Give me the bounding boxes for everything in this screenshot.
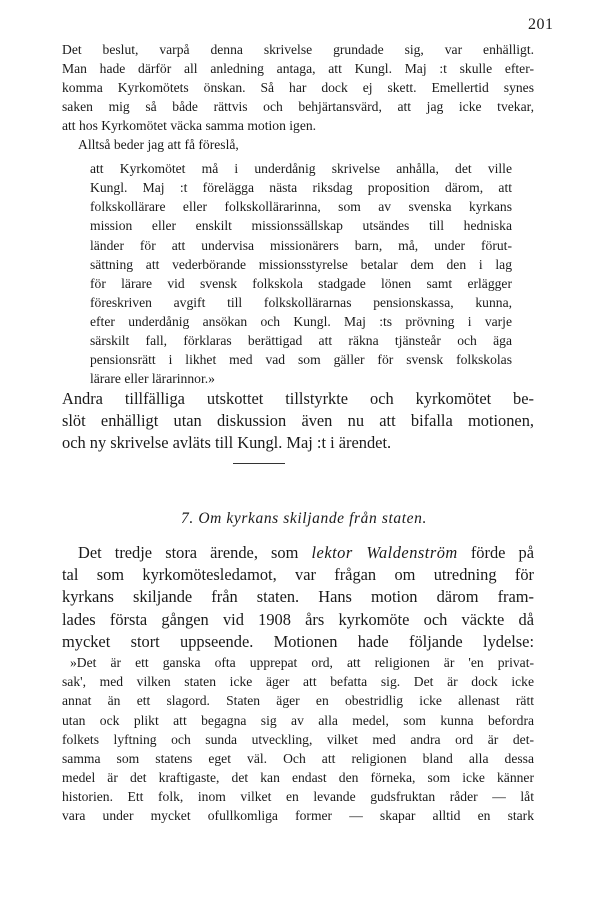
text-line: Det beslut, varpå denna skrivelse grundade sig, var enhälligt. — [62, 42, 534, 57]
text-line: »Det är ett ganska ofta upprepat ord, att religionen är 'en privat- — [70, 655, 534, 670]
page-number: 201 — [528, 16, 554, 33]
text-line: Andra tillfälliga utskottet tillstyrkte och kyrkomötet be- — [62, 389, 534, 408]
text-line: länder för att undervisa missionärers barn, må, under förut- — [90, 238, 512, 253]
text-line: mycket stort uppseende. Motionen hade följande lydelse: — [62, 632, 534, 651]
text-line: kyrkans skiljande från staten. Hans motion därom fram- — [62, 587, 534, 606]
text-line: komma Kyrkomötets önskan. Så har dock ej skett. Emellertid synes — [62, 80, 534, 95]
text-line: mission eller enskilt missionssällskap utsändes till hedniska — [90, 218, 512, 233]
text-line: folkets lyftning och sunda utveckling, vilket med andra ord är det- — [62, 732, 534, 747]
text-line: Kungl. Maj :t förelägga nästa riksdag proposition därom, att — [90, 180, 512, 195]
text-line: samma som statens eget väl. Och att religionen bland alla dessa — [62, 751, 534, 766]
text-line: annat än ett slagord. Staten äger en obestridlig icke allenast rätt — [62, 693, 534, 708]
text-line: vara under mycket ofullkomliga former — skapar alltid en stark — [62, 808, 534, 823]
person-name: lektor Waldenström — [311, 543, 458, 562]
text-segment: Det tredje stora ärende, som — [78, 543, 312, 562]
text-line: för lärare vid svensk folkskola stadgade lönen samt erlägger — [90, 276, 512, 291]
text-line: medel är det kraftigaste, det kan endast den förneka, som icke känner — [62, 770, 534, 785]
text-line: och ny skrivelse avläts till Kungl. Maj :t i ärendet. — [62, 433, 392, 452]
text-line: sak', med vilken staten icke äger att befatta sig. Det är dock icke — [62, 674, 534, 689]
text-line: sättning att vederbörande missionsstyrelse betalar dem den i lag — [90, 257, 512, 272]
text-line: föreskriven avgift till folkskollärarnas pensionskassa, kunna, — [90, 295, 512, 310]
text-segment: förde på — [457, 543, 535, 562]
text-line: saken mig så både rättvis och behjärtansvärd, att jag icke tvekar, — [62, 99, 534, 114]
text-line: pensionsrätt i likhet med vad som gäller för svensk folkskolas — [90, 352, 512, 367]
text-line: slöt enhälligt utan diskussion även nu att bifalla motionen, — [62, 411, 534, 430]
text-line: att Kyrkomötet må i underdånig skrivelse anhålla, det ville — [90, 161, 512, 176]
text-line: att hos Kyrkomötet väcka samma motion igen. — [62, 118, 317, 133]
text-line: Alltså beder jag att få föreslå, — [78, 137, 239, 152]
text-line: utan ock plikt att begagna sig av alla medel, som kunna befordra — [62, 713, 534, 728]
text-line: tal som kyrkomötesledamot, var frågan om utredning för — [62, 565, 534, 584]
text-line: folkskollärare eller folkskollärarinna, som av svenska kyrkans — [90, 199, 512, 214]
text-line: lärare eller lärarinnor.» — [90, 371, 215, 386]
text-line: historien. Ett folk, inom vilket en levande gudsfruktan råder — låt — [62, 789, 534, 804]
text-line: Man hade därför all anledning antaga, att Kungl. Maj :t skulle efter- — [62, 61, 534, 76]
section-heading: 7. Om kyrkans skiljande från staten. — [181, 510, 427, 527]
section-divider — [233, 463, 285, 464]
text-line — [78, 543, 534, 563]
text-line: särskilt fall, förklaras berättigad att räkna tjänsteår och äga — [90, 333, 512, 348]
text-line: lades första gången vid 1908 års kyrkomöte och väckte då — [62, 610, 534, 629]
text-line: efter underdånig ansökan och Kungl. Maj :ts prövning i varje — [90, 314, 512, 329]
